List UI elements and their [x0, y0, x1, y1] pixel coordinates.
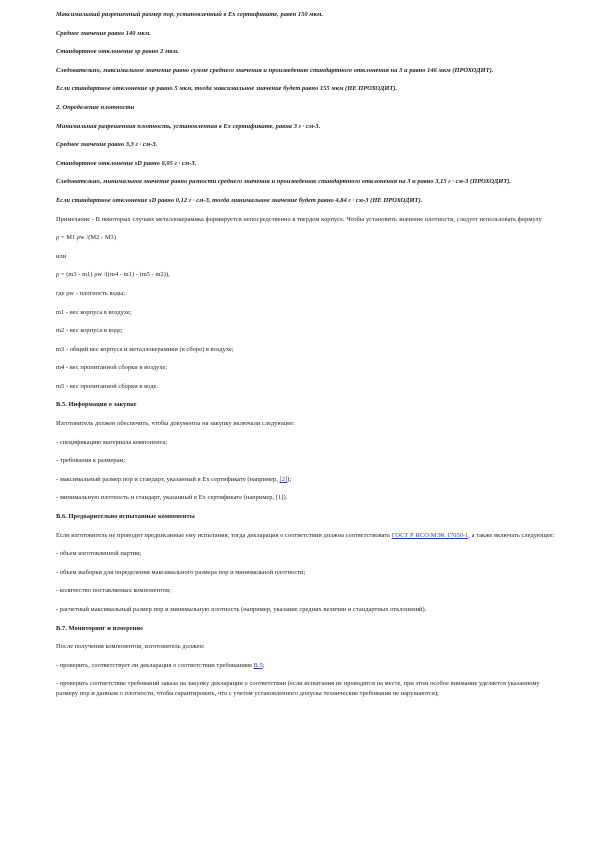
paragraph-20: m5 - вес пропитанной сборки в воде.: [56, 382, 159, 390]
paragraph-24: - требования к размерам;: [56, 457, 126, 465]
document-page: [56, 10, 556, 708]
paragraph-30: - объем выборки для определения максимального размера пор и минимальной плотности;: [56, 568, 306, 576]
reference-link[interactable]: [2]: [279, 475, 288, 483]
paragraph-21: B.5. Информация о закупке: [56, 401, 137, 409]
reference-link[interactable]: ГОСТ Р ИСО/МЭК 17050-1: [391, 531, 469, 539]
paragraph-4: Если стандартное отклонение sp равно 5 мкм, тогда максимальное значение будет равно 155 мкм (НЕ ПРОХОДИТ).: [56, 85, 398, 93]
paragraph-19: m4 - вес пропитанной сборки в воздухе;: [56, 364, 168, 372]
paragraph-34: После получения компонентов, изготовитель должен:: [56, 643, 205, 651]
paragraph-15: где ρw - плотность воды;: [56, 289, 126, 297]
paragraph-6: Минимальная разрешенная плотность, установленная в Ex сертификате, равна 3 г · см-3.: [56, 122, 321, 130]
paragraph-27: B.6. Предварительно испытанные компоненты: [56, 513, 195, 521]
paragraph-17: m2 - вес корпуса в воде;: [56, 327, 123, 335]
paragraph-23: - спецификацию материала компонента;: [56, 438, 168, 446]
paragraph-33: B.7. Мониторинг и измерение: [56, 624, 143, 632]
paragraph-26: - минимальную плотность и стандарт, указанный в Ex сертификате (например, [1]).: [56, 494, 288, 502]
paragraph-29: - объем изготовленной партии;: [56, 550, 142, 558]
paragraph-18: m3 - общий вес корпуса и металлокерамики (в сборе) в воздухе;: [56, 345, 234, 353]
paragraph-2: Стандартное отклонение sp равно 2 мкм.: [56, 48, 179, 56]
paragraph-25[interactable]: - максимальный размер пор и стандарт, указанный в Ex сертификате (например, [2]);: [56, 475, 292, 483]
paragraph-35[interactable]: - проверить, соответствует ли декларация о соответствии требованиям B.5;: [56, 661, 265, 669]
paragraph-5: 2. Определение плотности: [56, 103, 135, 111]
paragraph-0: Максимальный разрешенный размер пор, установленный в Ex сертификате, равен 150 мкм.: [56, 11, 324, 18]
paragraph-3: Следовательно, максимальное значение равно сумме среднего значения и произведению стандартного отклонения на 3 и равно 146 мкм (ПРОХОДИТ).: [56, 66, 494, 74]
paragraph-12: ρ = M1 ρw /(M2 - M3): [56, 234, 116, 242]
paragraph-32: - расчетный максимальный размер пор и минимальную плотность (например, указание средних величин и стандартных отклонений).: [56, 606, 427, 613]
paragraph-10: Если стандартное отклонение sD равно 0,12 г · см-3, тогда минимальное значение будет равно 4,84 г · см-3 (НЕ ПРОХОДИТ).: [56, 196, 423, 204]
paragraph-22: Изготовитель должен обеспечить, чтобы документы на закупку включали следующее:: [56, 420, 295, 428]
paragraph-8: Стандартное отклонение sD равно 0,05 г · см-3.: [56, 159, 197, 167]
paragraph-1: Среднее значение равно 140 мкм.: [56, 29, 151, 37]
paragraph-31: - количество поставляемых компонентов;: [56, 587, 171, 595]
paragraph-16: m1 - вес корпуса в воздухе;: [56, 308, 132, 316]
reference-link[interactable]: B.5: [253, 661, 263, 669]
paragraph-9: Следовательно, минимальное значение равно разности среднего значения и произведению стандартного отклонения на 3 и равно 3,15 г · см-3 (ПРОХОДИТ).: [56, 178, 512, 186]
paragraph-7: Среднее значение равно 3,3 г · см-3.: [56, 141, 158, 149]
paragraph-13: или: [56, 252, 67, 260]
paragraph-14: ρ = (m3 - m1) ρw /((m4 - m1) - (m5 - m2)),: [56, 271, 170, 279]
paragraph-36: - проверить соответствие требований заказа на закупку декларации о соответствии (если испытания не проводятся на месте, при этом особое внимание уделяется указанному размеру пор и данным о плотности, чтобы гарантировать, что с учетом установленного допуска технические требования не нарушаются);: [56, 680, 540, 698]
paragraph-11: Примечание - В некоторых случаях металлокерамика формируется непосредственно в твердом корпусе. Чтобы установить значение плотности, следует использовать формулу: [56, 215, 542, 223]
paragraph-28[interactable]: Если изготовитель не проводит предписанные ему испытания, тогда декларация о соответствии должна соответствовать ГОСТ Р ИСО/МЭК 17050-1, а также включать следующее:: [56, 531, 555, 539]
